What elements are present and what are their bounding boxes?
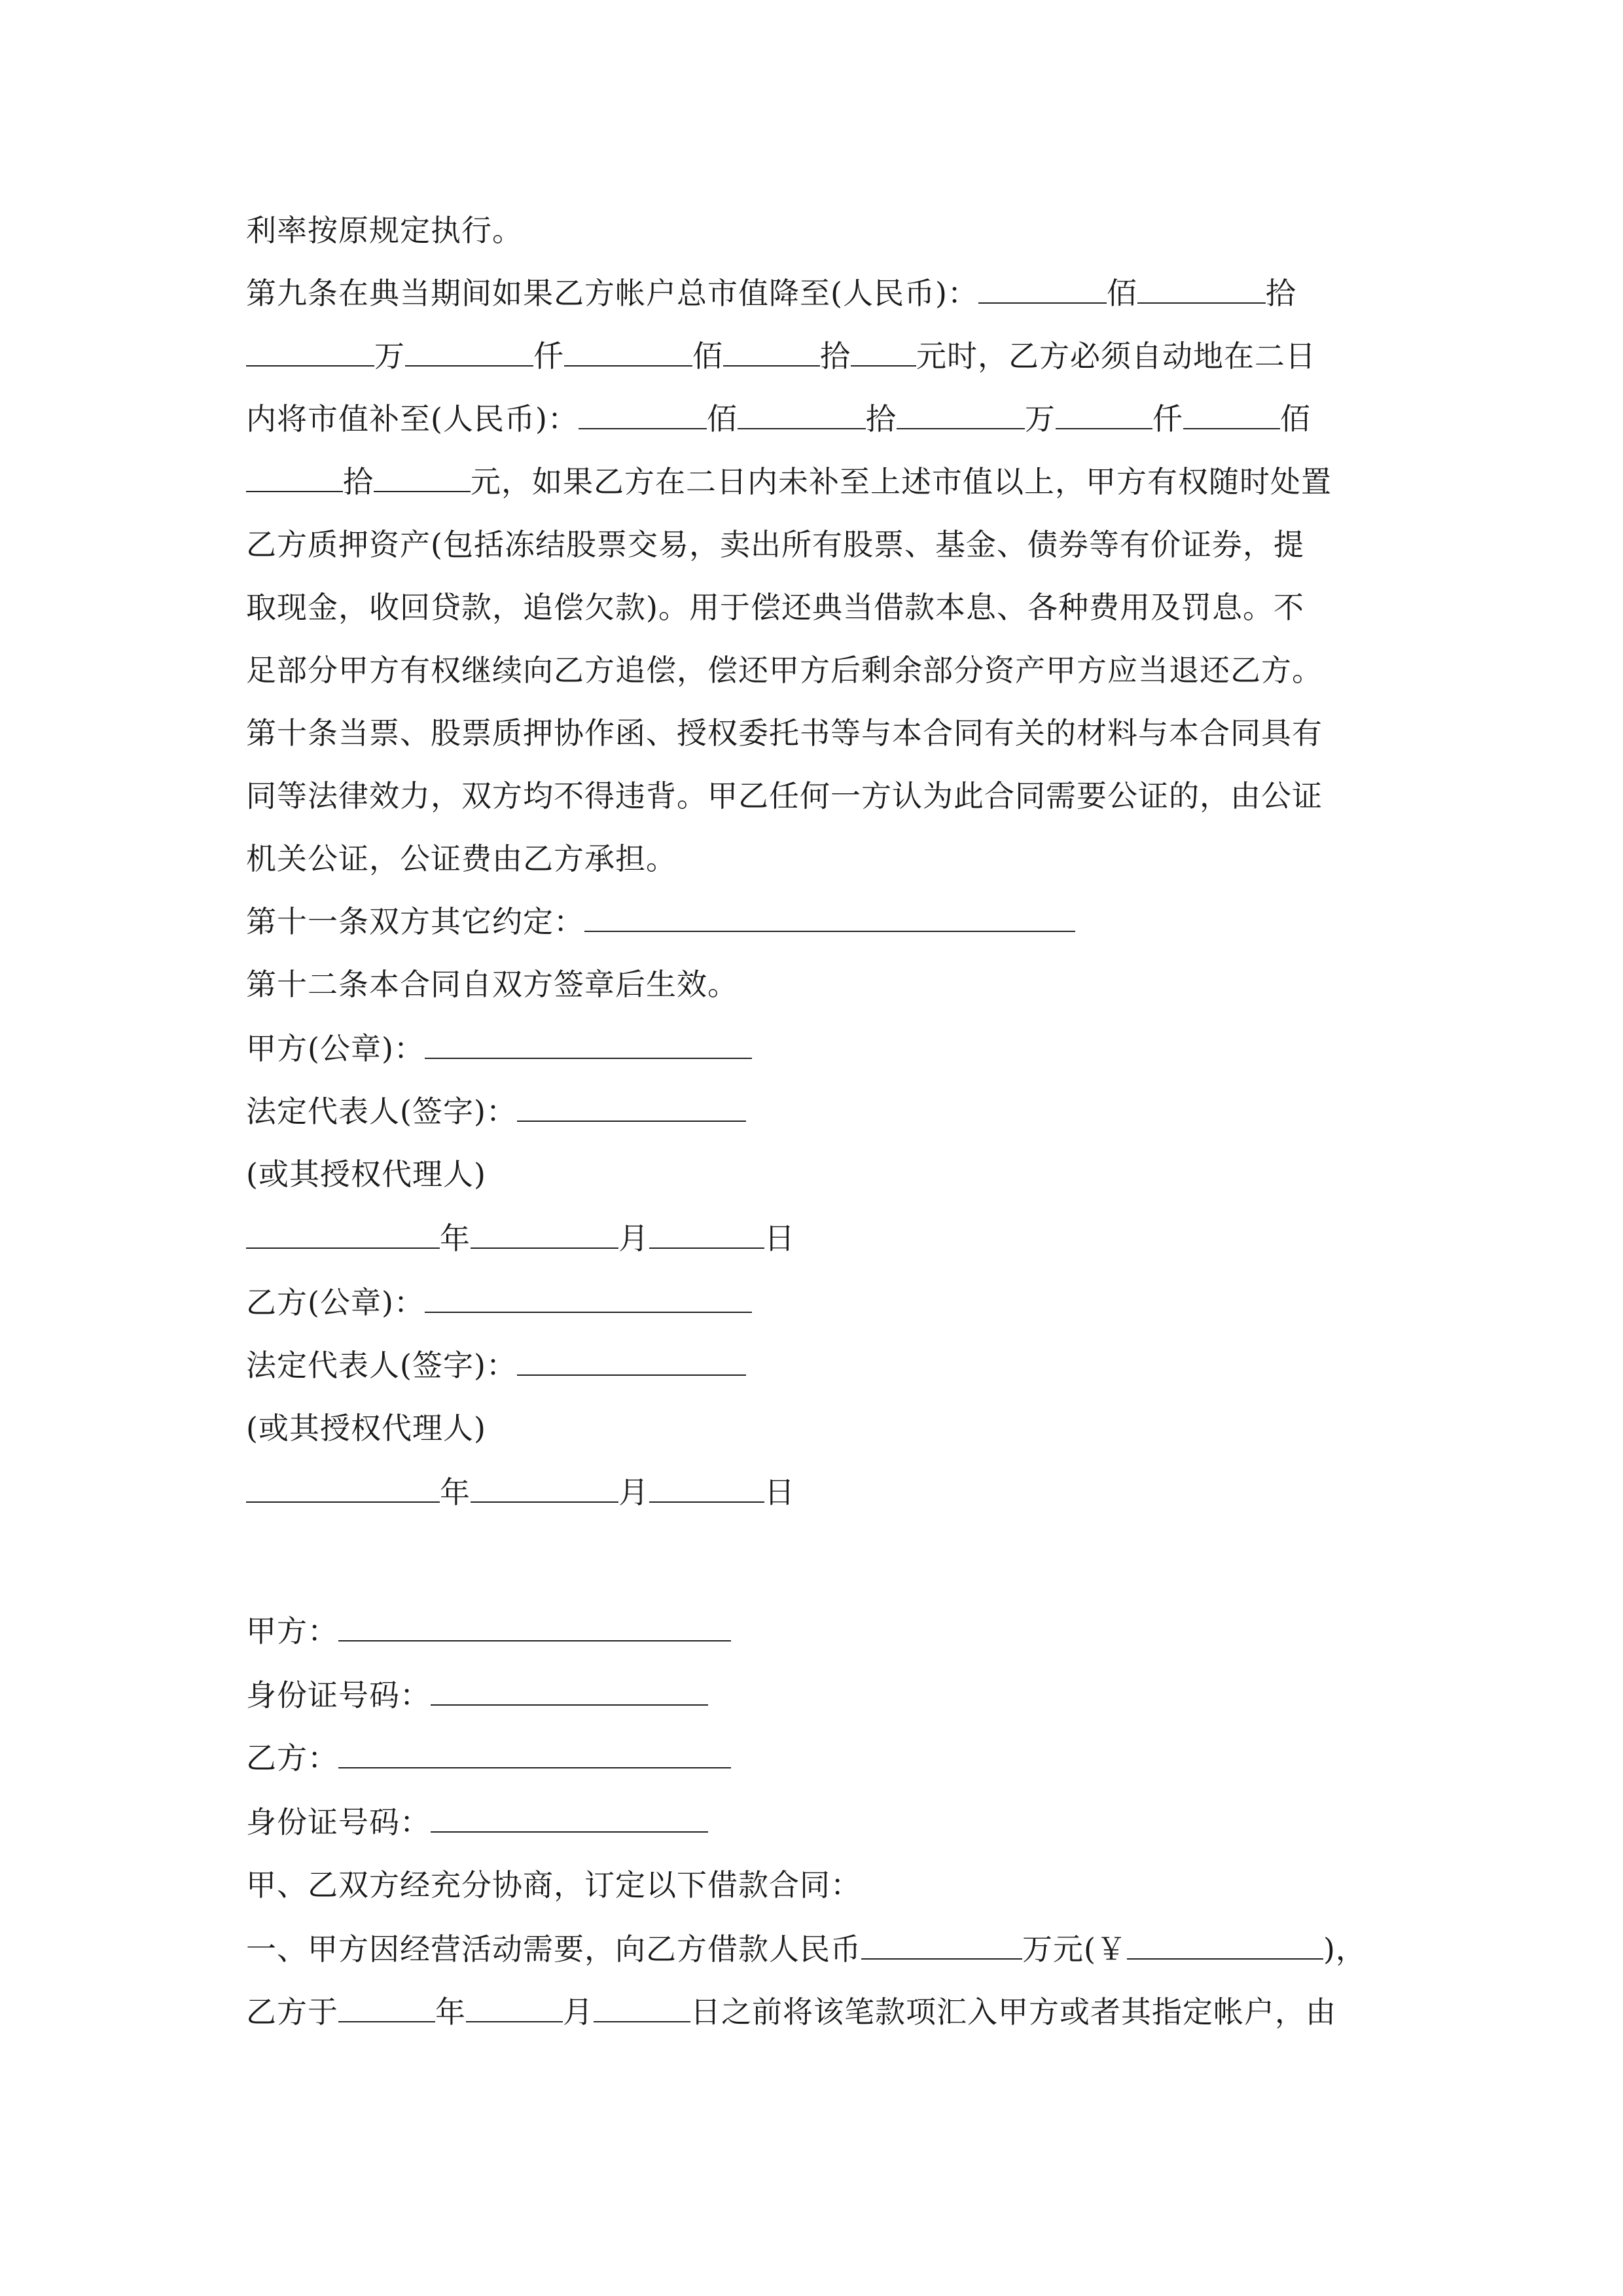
loan-clause-text: 万元(￥ — [1022, 1931, 1127, 1967]
unit-label: 佰 — [1106, 276, 1137, 311]
id-number-blank[interactable] — [431, 1803, 708, 1833]
day-blank[interactable] — [649, 1473, 764, 1503]
unit-label: 仟 — [1152, 401, 1183, 437]
article-10-line-3 — [246, 839, 677, 878]
loan-intro-line — [246, 1865, 861, 1905]
amount-blank[interactable] — [405, 336, 533, 367]
article-10-line-2 — [246, 776, 1323, 816]
loan-party-b-line — [246, 1738, 731, 1778]
loan-party-a-label: 甲方： — [246, 1613, 338, 1649]
article-9-text: 内将市值补至(人民币)： — [246, 401, 579, 437]
party-b-agent-line — [246, 1408, 486, 1448]
loan-intro-text: 甲、乙双方经充分协商，订定以下借款合同： — [246, 1867, 861, 1903]
month-blank[interactable] — [471, 1219, 618, 1249]
legal-rep-blank[interactable] — [517, 1346, 746, 1376]
article-12-text: 第十二条本合同自双方签章后生效。 — [246, 967, 738, 1002]
other-agreement-blank[interactable] — [584, 902, 1075, 932]
month-label: 月 — [618, 1221, 649, 1256]
party-a-seal-line — [246, 1029, 752, 1068]
year-blank[interactable] — [246, 1219, 440, 1249]
legal-rep-label: 法定代表人(签字)： — [246, 1348, 517, 1383]
unit-label: 佰 — [706, 401, 738, 437]
year-label: 年 — [440, 1475, 471, 1510]
article-9-line-4 — [246, 462, 1332, 501]
article-9-line-3 — [246, 399, 1311, 439]
amount-blank[interactable] — [1137, 274, 1266, 304]
party-b-seal-blank[interactable] — [425, 1283, 752, 1313]
amount-blank[interactable] — [738, 399, 866, 429]
article-9-line-5 — [246, 525, 1304, 564]
party-a-legal-rep-line — [246, 1092, 746, 1131]
article-9-text: 第九条在典当期间如果乙方帐户总市值降至(人民币)： — [246, 276, 978, 311]
party-b-date-line — [246, 1473, 795, 1512]
loan-clause-text: )， — [1323, 1931, 1366, 1967]
id-number-blank[interactable] — [431, 1676, 708, 1706]
loan-clause-text: 日之前将该笔款项汇入甲方或者其指定帐户，由 — [690, 1994, 1336, 2030]
party-b-seal-line — [246, 1283, 752, 1322]
continued-clause-text: 利率按原规定执行。 — [246, 213, 523, 248]
month-blank[interactable] — [471, 1473, 618, 1503]
legal-rep-label: 法定代表人(签字)： — [246, 1094, 517, 1129]
text-line — [246, 211, 523, 250]
amount-blank[interactable] — [579, 399, 707, 429]
party-a-seal-label: 甲方(公章)： — [246, 1031, 425, 1066]
month-label: 月 — [618, 1475, 649, 1510]
article-10-text: 机关公证，公证费由乙方承担。 — [246, 841, 677, 876]
unit-label: 万 — [1024, 401, 1056, 437]
party-b-legal-rep-line — [246, 1346, 746, 1385]
amount-blank[interactable] — [374, 462, 471, 492]
loan-clause-text: 乙方于 — [246, 1994, 338, 2030]
agent-note: (或其授权代理人) — [246, 1410, 486, 1446]
loan-party-a-line — [246, 1611, 731, 1651]
amount-blank[interactable] — [1183, 399, 1280, 429]
agent-note: (或其授权代理人) — [246, 1157, 486, 1192]
article-9-text: 元，如果乙方在二日内未补至上述市值以上，甲方有权随时处置 — [471, 464, 1332, 499]
amount-blank[interactable] — [564, 336, 692, 367]
unit-label: 万 — [374, 338, 405, 374]
loan-party-a-id-line — [246, 1676, 708, 1715]
unit-label: 拾 — [343, 464, 374, 499]
amount-blank[interactable] — [978, 274, 1107, 304]
loan-party-b-label: 乙方： — [246, 1740, 338, 1776]
amount-blank[interactable] — [851, 336, 916, 367]
year-label: 年 — [440, 1221, 471, 1256]
article-9-line-2 — [246, 336, 1316, 376]
amount-blank[interactable] — [1056, 399, 1152, 429]
article-9-text: 取现金，收回贷款，追偿欠款)。用于偿还典当借款本息、各种费用及罚息。不 — [246, 590, 1304, 625]
unit-label: 仟 — [533, 338, 564, 374]
party-a-seal-blank[interactable] — [425, 1029, 752, 1059]
article-10-text: 第十条当票、股票质押协作函、授权委托书等与本合同有关的材料与本合同具有 — [246, 715, 1323, 751]
year-blank[interactable] — [246, 1473, 440, 1503]
loan-clause-1-line — [246, 1929, 1366, 1969]
amount-blank[interactable] — [246, 336, 374, 367]
day-label: 日 — [764, 1475, 795, 1510]
id-number-label: 身份证号码： — [246, 1677, 431, 1713]
article-9-line-1 — [246, 274, 1296, 313]
loan-amount-blank[interactable] — [861, 1929, 1022, 1960]
loan-clause-text: 一、甲方因经营活动需要，向乙方借款人民币 — [246, 1931, 861, 1967]
article-9-text: 乙方质押资产(包括冻结股票交易，卖出所有股票、基金、债券等有价证券，提 — [246, 527, 1304, 562]
article-11-line — [246, 902, 1075, 941]
day-blank[interactable] — [649, 1219, 764, 1249]
month-blank[interactable] — [466, 1992, 563, 2022]
unit-label: 拾 — [1265, 276, 1296, 311]
loan-clause-2-line — [246, 1992, 1336, 2032]
day-blank[interactable] — [594, 1992, 690, 2022]
amount-blank[interactable] — [723, 336, 820, 367]
amount-blank[interactable] — [897, 399, 1025, 429]
unit-label: 佰 — [1279, 401, 1311, 437]
unit-label: 拾 — [865, 401, 897, 437]
year-blank[interactable] — [338, 1992, 435, 2022]
article-9-text: 足部分甲方有权继续向乙方追偿，偿还甲方后剩余部分资产甲方应当退还乙方。 — [246, 653, 1323, 688]
article-9-line-7 — [246, 651, 1323, 690]
party-b-seal-label: 乙方(公章)： — [246, 1285, 425, 1320]
article-10-text: 同等法律效力，双方均不得违背。甲乙任何一方认为此合同需要公证的，由公证 — [246, 778, 1323, 814]
id-number-label: 身份证号码： — [246, 1804, 431, 1840]
loan-party-b-blank[interactable] — [338, 1738, 731, 1768]
loan-amount-figure-blank[interactable] — [1127, 1929, 1323, 1960]
article-10-line-1 — [246, 713, 1323, 753]
article-9-line-6 — [246, 588, 1304, 627]
unit-label: 拾 — [820, 338, 851, 374]
year-label: 年 — [435, 1994, 466, 2030]
article-12-line — [246, 965, 738, 1004]
loan-party-b-id-line — [246, 1803, 708, 1842]
amount-blank[interactable] — [246, 462, 343, 492]
day-label: 日 — [764, 1221, 795, 1256]
article-11-text: 第十一条双方其它约定： — [246, 904, 584, 939]
loan-party-a-blank[interactable] — [338, 1611, 731, 1641]
month-label: 月 — [563, 1994, 594, 2030]
legal-rep-blank[interactable] — [517, 1092, 746, 1122]
party-a-agent-line — [246, 1155, 486, 1194]
unit-label: 佰 — [692, 338, 723, 374]
article-9-text: 元时，乙方必须自动地在二日 — [916, 338, 1316, 374]
party-a-date-line — [246, 1219, 795, 1258]
